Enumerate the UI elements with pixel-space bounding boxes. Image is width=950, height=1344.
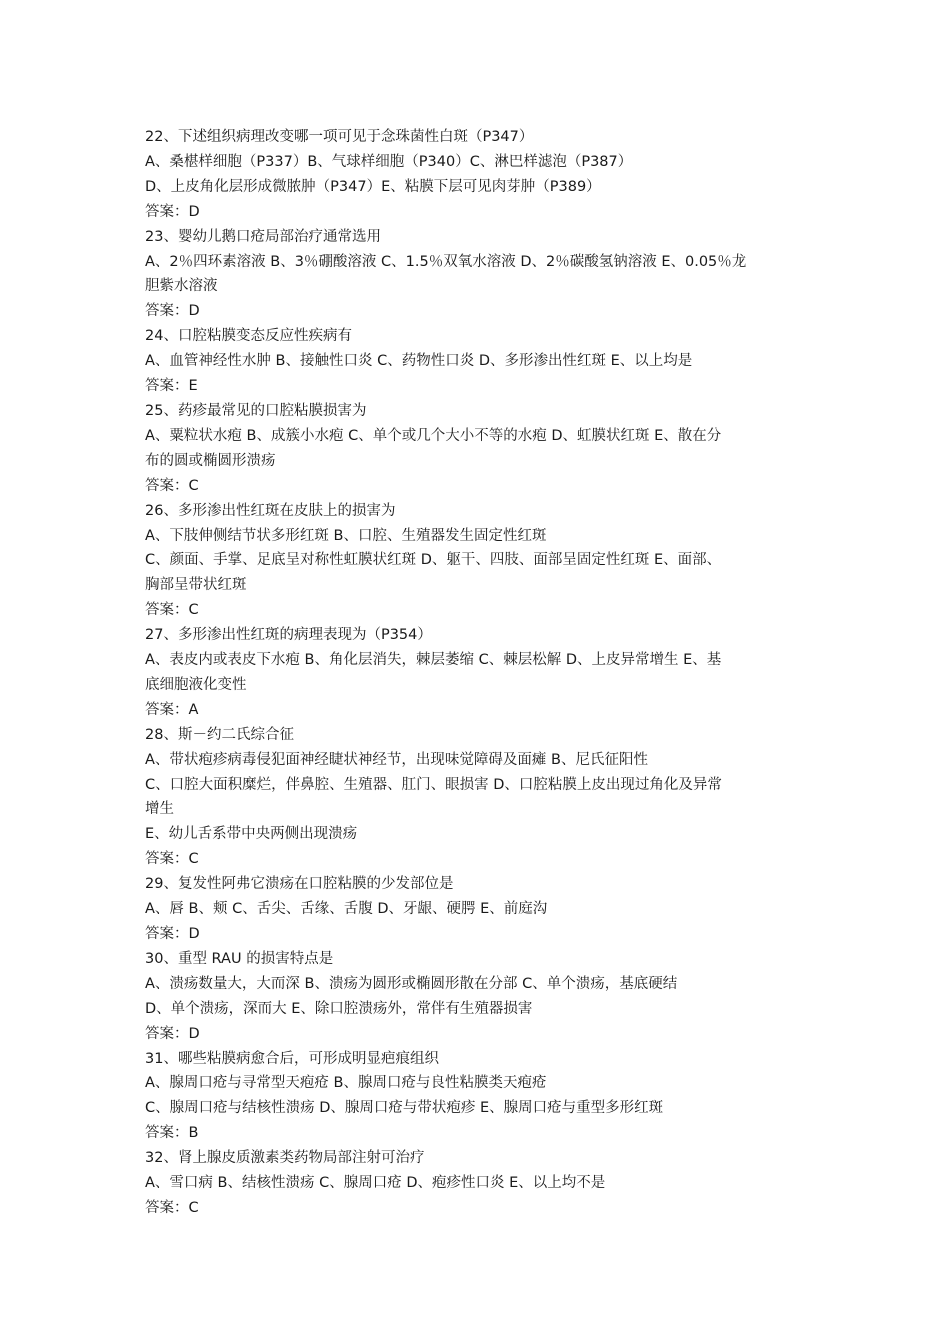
text-line: 27、多形渗出性红斑的病理表现为（P354） (145, 627, 432, 644)
text-line: C、颜面、手掌、足底呈对称性虹膜状红斑 D、躯干、四肢、面部呈固定性红斑 E、面部、 (145, 552, 722, 569)
text-line: 答案：C (145, 1199, 199, 1216)
text-line: 答案：D (145, 303, 200, 320)
text-line: E、幼儿舌系带中央两侧出现溃疡 (145, 826, 358, 843)
text-line: 答案：E (145, 378, 198, 395)
text-line: A、带状疱疹病毒侵犯面神经睫状神经节，出现味觉障碍及面瘫 B、尼氏征阳性 (145, 751, 648, 768)
text-line: D、单个溃疡，深而大 E、除口腔溃疡外，常伴有生殖器损害 (145, 1000, 533, 1017)
question-text-block (145, 125, 817, 1221)
text-line: A、粟粒状水疱 B、成簇小水疱 C、单个或几个大小不等的水疱 D、虹膜状红斑 E、散在分 (145, 427, 722, 444)
text-line: A、2％四环素溶液 B、3％硼酸溶液 C、1.5％双氧水溶液 D、2％碳酸氢钠溶液 E、0.05％龙 (145, 253, 747, 270)
text-line: A、下肢伸侧结节状多形红斑 B、口腔、生殖器发生固定性红斑 (145, 527, 547, 544)
text-line: 布的圆或椭圆形溃疡 (145, 452, 276, 469)
text-line: 25、药疹最常见的口腔粘膜损害为 (145, 402, 367, 419)
text-line: 31、哪些粘膜病愈合后，可形成明显疤痕组织 (145, 1050, 439, 1067)
text-line: 答案：C (145, 602, 199, 619)
text-line: 胆紫水溶液 (145, 278, 218, 295)
text-line: 答案：A (145, 701, 199, 718)
text-line: 28、斯－约二氏综合征 (145, 726, 294, 743)
text-line: 答案：D (145, 926, 200, 942)
text-line: A、表皮内或表皮下水疱 B、角化层消失，棘层萎缩 C、棘层松解 D、上皮异常增生 E、基 (145, 652, 722, 669)
text-line: 30、重型 RAU 的损害特点是 (145, 950, 334, 967)
text-line: 26、多形渗出性红斑在皮肤上的损害为 (145, 502, 396, 519)
text-line: 增生 (145, 801, 174, 818)
text-line: 答案：D (145, 1025, 200, 1042)
text-line: A、血管神经性水肿 B、接触性口炎 C、药物性口炎 D、多形渗出性红斑 E、以上均是 (145, 353, 693, 370)
text-line: A、腺周口疮与寻常型天疱疮 B、腺周口疮与良性粘膜类天疱疮 (145, 1075, 547, 1092)
text-line: D、上皮角化层形成微脓肿（P347）E、粘膜下层可见肉芽肿（P389） (145, 178, 601, 195)
text-line: A、唇 B、颊 C、舌尖、舌缘、舌腹 D、牙龈、硬腭 E、前庭沟 (145, 901, 548, 918)
text-line: C、口腔大面积糜烂，伴鼻腔、生殖器、肛门、眼损害 D、口腔粘膜上皮出现过角化及异常 (145, 776, 722, 793)
text-line: 24、口腔粘膜变态反应性疾病有 (145, 328, 352, 345)
text-line: 32、肾上腺皮质激素类药物局部注射可治疗 (145, 1150, 425, 1167)
text-line: 答案：D (145, 203, 200, 220)
text-line: 22、下述组织病理改变哪一项可见于念珠菌性白斑（P347） (145, 129, 534, 145)
text-line: 底细胞液化变性 (145, 676, 247, 693)
text-line: 29、复发性阿弗它溃疡在口腔粘膜的少发部位是 (145, 876, 454, 893)
text-line: C、腺周口疮与结核性溃疡 D、腺周口疮与带状疱疹 E、腺周口疮与重型多形红斑 (145, 1100, 664, 1117)
text-line: 胸部呈带状红斑 (145, 577, 247, 594)
text-line: 答案：B (145, 1125, 199, 1142)
text-line: A、溃疡数量大，大而深 B、溃疡为圆形或椭圆形散在分部 C、单个溃疡，基底硬结 (145, 975, 678, 992)
text-line: A、桑椹样细胞（P337）B、气球样细胞（P340）C、淋巴样滤泡（P387） (145, 153, 633, 170)
text-line: A、雪口病 B、结核性溃疡 C、腺周口疮 D、疱疹性口炎 E、以上均不是 (145, 1175, 606, 1192)
text-line: 23、婴幼儿鹅口疮局部治疗通常选用 (145, 228, 381, 245)
text-line: 答案：C (145, 851, 199, 868)
text-line: 答案：C (145, 477, 199, 494)
